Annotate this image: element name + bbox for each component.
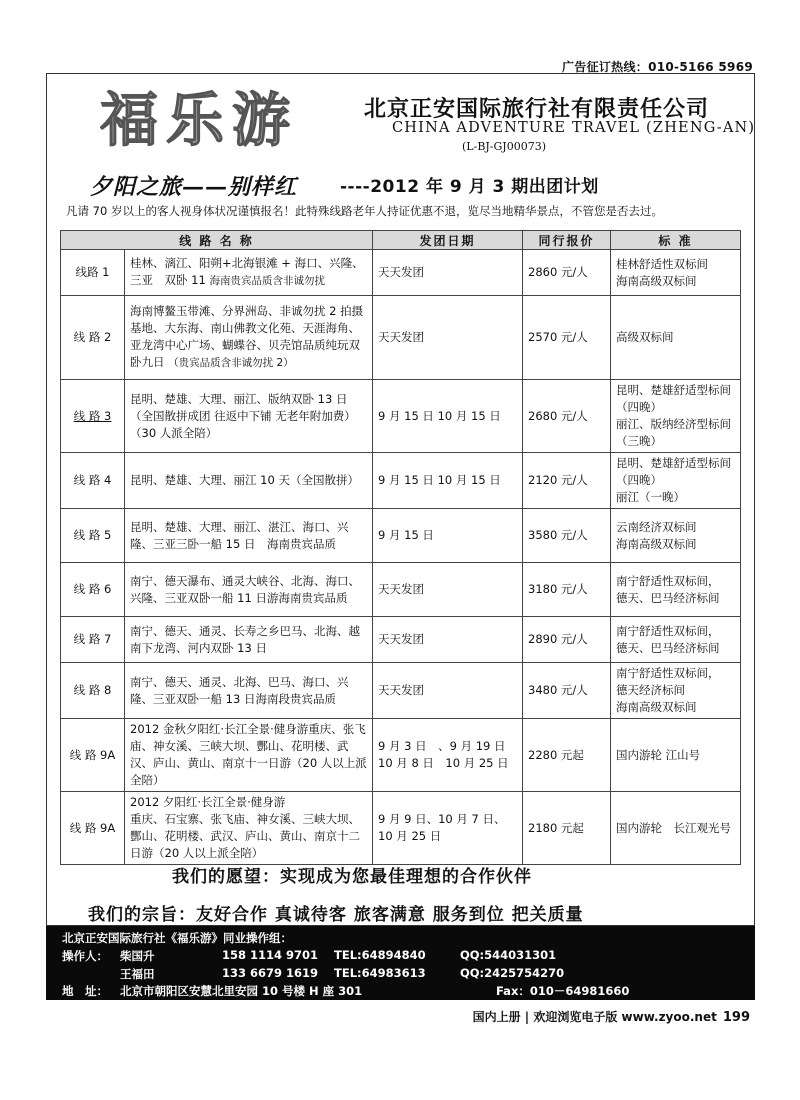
operator-2-tel: TEL:64983613 [334,966,426,980]
route-description-text: 南宁、德天瀑布、通灵大峡谷、北海、海口、兴隆、三亚双卧一船 11 日游海南贵宾品质 [130,573,360,605]
page-number: 199 [722,1010,750,1025]
route-name: 线 路 3 [61,380,125,453]
table-row [61,663,741,719]
route-name: 线 路 2 [61,296,125,380]
page-footer-text: 国内上册 | 欢迎浏览电子版 www.zyoo.net [472,1010,717,1024]
trade-price: 2570 元/人 [523,296,611,380]
table-row [61,509,741,563]
trade-price: 2120 元/人 [523,453,611,509]
trade-price: 3580 元/人 [523,509,611,563]
table-row [61,563,741,617]
departure-date: 天天发团 [373,250,523,296]
route-description [125,663,373,719]
table-row [61,250,741,296]
route-name: 线 路 9A [61,719,125,792]
page-footer [473,1008,750,1025]
route-name: 线 路 6 [61,563,125,617]
fax-number: Fax：010－64981660 [496,984,630,998]
header-standard: 标 准 [611,231,741,250]
our-tenet: 我们的宗旨：友好合作 真诚待客 旅客满意 服务到位 把关质量 [88,905,584,925]
accommodation-standard: 南宁舒适性双标间， 德天、巴马经济标间 [611,563,741,617]
accommodation-standard: 国内游轮 江山号 [611,719,741,792]
header-price: 同行报价 [523,231,611,250]
table-row [61,617,741,663]
route-name: 线 路 9A [61,792,125,865]
route-description-text: 桂林、漓江、阳朔+北海银滩 + 海口、兴隆、三亚 双卧 11 [130,256,364,287]
departure-date: 天天发团 [373,296,523,380]
departure-date: 天天发团 [373,663,523,719]
brand-logo [100,84,340,150]
trade-price: 2680 元/人 [523,380,611,453]
trade-price: 2280 元起 [523,719,611,792]
trade-price: 3480 元/人 [523,663,611,719]
route-description [125,792,373,865]
age-notice: 凡请 70 岁以上的客人视身体状况谨慎报名！此特殊线路老年人持证优惠不退，览尽当地精华景点，不管您是否去过。 [66,204,663,218]
operator-label: 操作人： [62,949,108,963]
route-description [125,509,373,563]
route-description [125,719,373,792]
departure-date: 9 月 3 日 、9 月 19 日 10 月 8 日 10 月 25 日 [373,719,523,792]
trade-price: 2890 元/人 [523,617,611,663]
route-description-text: 南宁、德天、通灵、长寿之乡巴马、北海、越南下龙湾、河内双卧 13 日 [130,623,360,655]
tour-slogan: 夕阳之旅——别样红 [90,174,298,200]
route-description [125,296,373,380]
accommodation-standard: 桂林舒适性双标间 海南高级双标间 [611,250,741,296]
plan-title: ----2012 年 9 月 3 期出团计划 [340,177,599,197]
accommodation-standard: 高级双标间 [611,296,741,380]
ad-hotline: 广告征订热线：010-5166 5969 [561,60,753,74]
header-date: 发团日期 [373,231,523,250]
departure-date: 天天发团 [373,617,523,663]
operator-2-qq: QQ:2425754270 [460,966,565,980]
route-description-note: 海南贵宾品质含非诚勿扰 [209,275,325,287]
table-row [61,792,741,865]
company-name-en: CHINA ADVENTURE TRAVEL (ZHENG-AN) [392,120,756,136]
departure-date: 天天发团 [373,563,523,617]
route-description-text: 昆明、楚雄、大理、丽江、湛江、海口、兴隆、三亚三卧一船 15 日 海南贵宾品质 [130,519,349,551]
table-header-row [61,231,741,250]
route-description-text: 2012 夕阳红·长江全景·健身游 重庆、石宝寨、张飞庙、神女溪、三峡大坝、酆山、花明楼、武汉、庐山、黄山、南京十二日游（20 人以上派全陪） [130,795,360,860]
accommodation-standard: 南宁舒适性双标间， 德天、巴马经济标间 [611,617,741,663]
accommodation-standard: 南宁舒适性双标间， 德天经济标间 海南高级双标间 [611,663,741,719]
operator-2-phone: 133 6679 1619 [222,966,319,980]
operator-1-name: 柴国升 [120,949,155,963]
departure-date: 9 月 15 日 10 月 15 日 [373,380,523,453]
route-name: 线 路 8 [61,663,125,719]
route-description-note: （贵宾品质含非诚勿扰 2） [168,357,294,369]
operator-1-tel: TEL:64894840 [334,948,426,962]
departure-date: 9 月 15 日 10 月 15 日 [373,453,523,509]
departure-date: 9 月 9 日、10 月 7 日、10 月 25 日 [373,792,523,865]
operator-1-phone: 158 1114 9701 [222,948,319,962]
accommodation-standard: 国内游轮 长江观光号 [611,792,741,865]
address-label: 地 址： [62,984,108,998]
trade-price: 2860 元/人 [523,250,611,296]
route-description [125,453,373,509]
route-description [125,380,373,453]
operator-1-qq: QQ:544031301 [460,948,557,962]
route-description [125,563,373,617]
header-route: 线 路 名 称 [61,231,373,250]
accommodation-standard: 昆明、楚雄舒适型标间 （四晚） 丽江（一晚） [611,453,741,509]
company-name-cn: 北京正安国际旅行社有限责任公司 [364,96,710,122]
route-description-text: 昆明、楚雄、大理、丽江、版纳双卧 13 日（全国散拼成团 往返中下铺 无老年附加费）（30 人派全陪） [130,391,356,440]
trade-price: 2180 元起 [523,792,611,865]
table-row [61,296,741,380]
footer-group: 北京正安国际旅行社《福乐游》同业操作组： [62,931,292,945]
address: 北京市朝阳区安慧北里安园 10 号楼 H 座 301 [120,984,363,998]
route-description [125,617,373,663]
route-description [125,250,373,296]
route-description-text: 昆明、楚雄、大理、丽江 10 天（全国散拼） [130,473,359,487]
route-name: 线 路 4 [61,453,125,509]
table-row [61,380,741,453]
operator-2-name: 王福田 [120,967,155,981]
our-wish: 我们的愿望：实现成为您最佳理想的合作伙伴 [172,867,532,887]
route-name: 线 路 5 [61,509,125,563]
accommodation-standard: 昆明、楚雄舒适型标间 （四晚） 丽江、版纳经济型标间 （三晚） [611,380,741,453]
route-name: 线 路 7 [61,617,125,663]
route-description-text: 2012 金秋夕阳红·长江全景·健身游重庆、张飞庙、神女溪、三峡大坝、酆山、花明楼、武汉、庐山、黄山、南京十一日游（20 人以上派全陪） [130,722,367,787]
license-number: (L-BJ-GJ00073) [462,140,547,153]
route-description-text: 南宁、德天、通灵、北海、巴马、海口、兴隆、三亚双卧一船 13 日海南段贵宾品质 [130,674,349,706]
route-name: 线路 1 [61,250,125,296]
route-description-text: 海南博鳌玉带滩、分界洲岛、非诚勿扰 2 拍摄基地、大东海、南山佛教文化苑、天涯海角、亚龙湾中心广场、蝴蝶谷、贝壳馆品质纯玩双卧九日 [130,304,364,369]
trade-price: 3180 元/人 [523,563,611,617]
brand-logo-text: 福乐游 [100,86,299,150]
table-row [61,719,741,792]
table-row [61,453,741,509]
departure-date: 9 月 15 日 [373,509,523,563]
routes-table [60,230,741,865]
contact-footer [46,926,755,1000]
accommodation-standard: 云南经济双标间 海南高级双标间 [611,509,741,563]
